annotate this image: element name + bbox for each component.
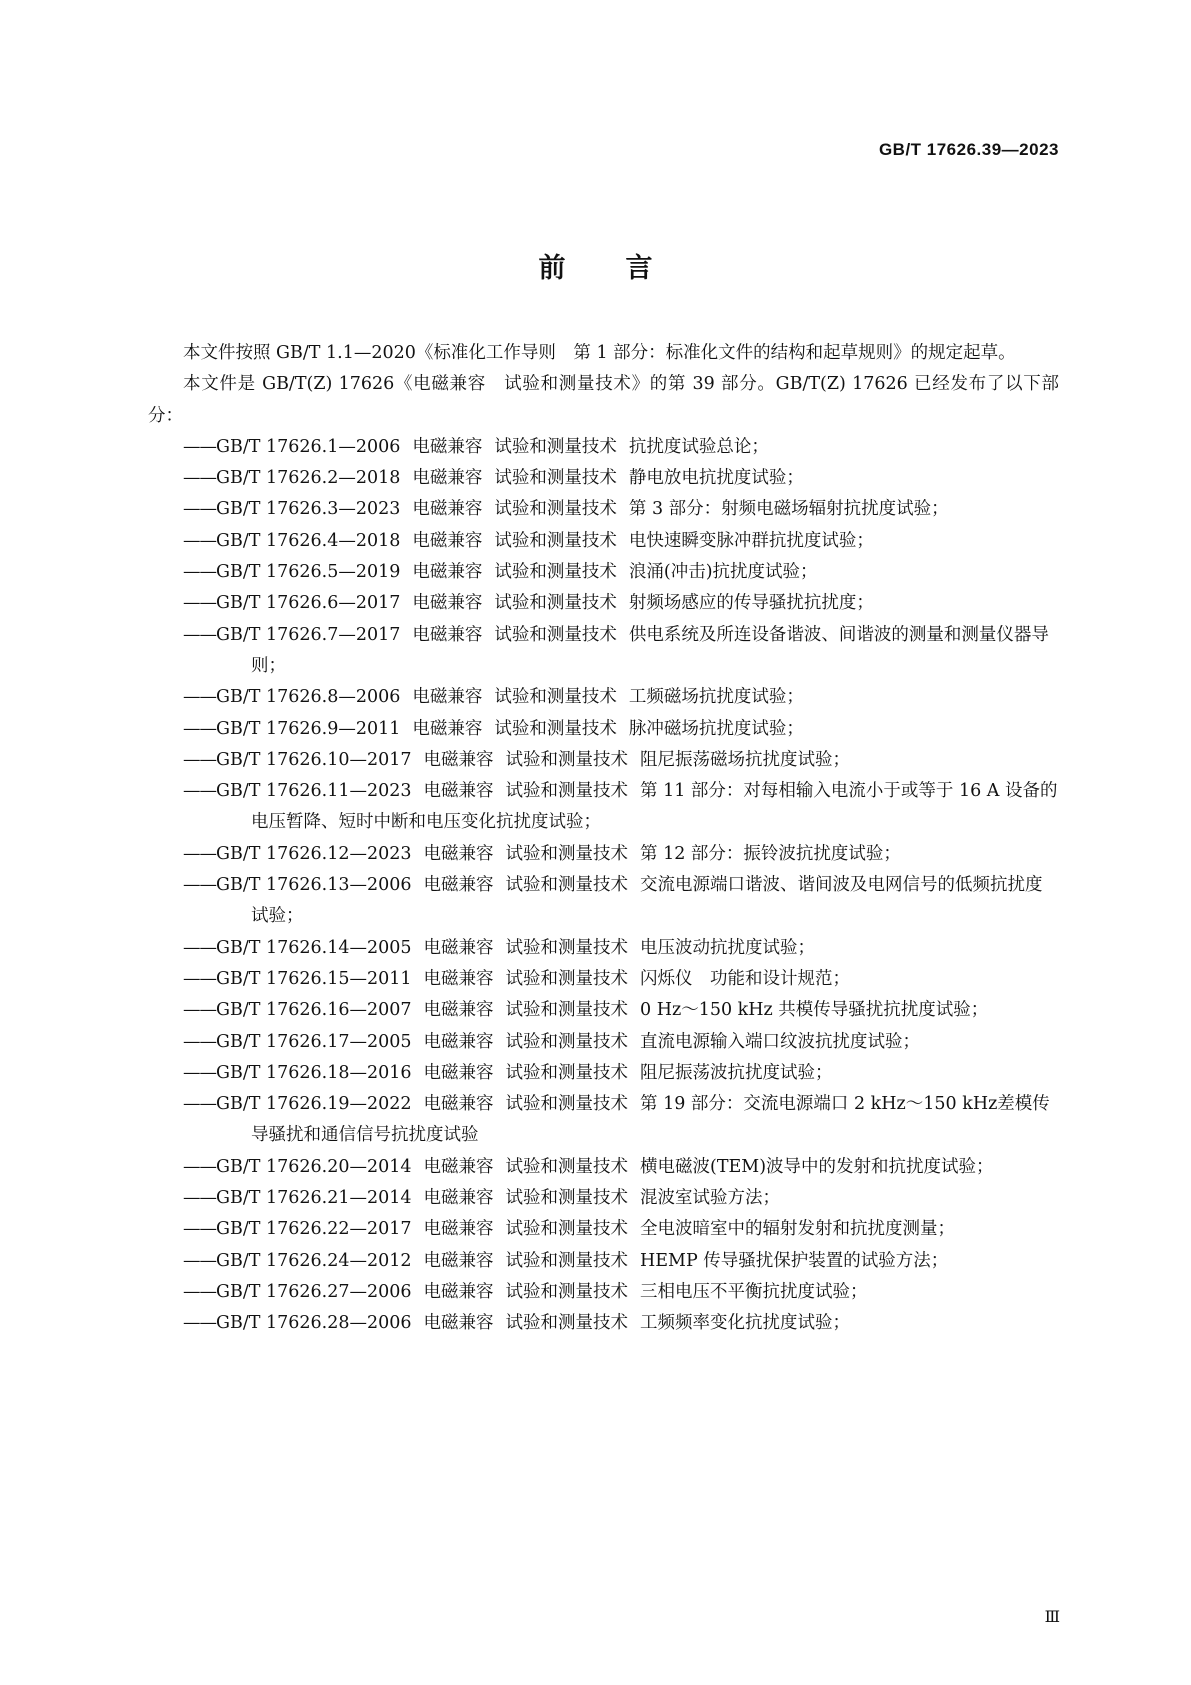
standard-number: GB/T 17626.15—2011 — [216, 968, 412, 989]
subseries-name: 试验和测量技术 — [505, 1094, 629, 1115]
series-name: 电磁兼容 — [412, 687, 483, 708]
subseries-name: 试验和测量技术 — [494, 718, 617, 739]
standard-number: GB/T 17626.18—2016 — [216, 1062, 412, 1083]
list-dash: —— — [183, 1094, 216, 1115]
subseries-name: 试验和测量技术 — [505, 1000, 629, 1021]
subseries-name: 试验和测量技术 — [494, 468, 617, 489]
part-list-item — [183, 1277, 1059, 1308]
part-title: 抗扰度试验总论； — [628, 436, 769, 457]
subseries-name: 试验和测量技术 — [505, 781, 629, 802]
part-title: 阻尼振荡磁场抗扰度试验； — [640, 749, 851, 770]
series-name: 电磁兼容 — [423, 937, 494, 958]
part-list-item — [183, 1058, 1059, 1089]
part-list-item — [183, 1183, 1059, 1214]
standard-number: GB/T 17626.6—2017 — [216, 593, 401, 614]
series-name: 电磁兼容 — [412, 624, 483, 645]
standard-number: GB/T 17626.14—2005 — [216, 937, 412, 958]
list-dash: —— — [183, 1219, 216, 1240]
series-name: 电磁兼容 — [423, 1062, 494, 1083]
list-dash: —— — [183, 937, 216, 958]
part-title: 射频场感应的传导骚扰抗扰度； — [628, 593, 874, 614]
list-dash: —— — [183, 499, 216, 520]
part-list-item — [183, 714, 1059, 745]
part-title: 第 3 部分：射频电磁场辐射抗扰度试验； — [628, 499, 949, 520]
intro-paragraph: 本文件按照 GB/T 1.1—2020《标准化工作导则 第 1 部分：标准化文件的结构和起草规则》的规定起草。 — [183, 343, 1016, 363]
standard-number: GB/T 17626.10—2017 — [216, 749, 412, 770]
standard-number: GB/T 17626.2—2018 — [216, 468, 401, 489]
series-name: 电磁兼容 — [423, 968, 494, 989]
part-list-item — [183, 682, 1059, 713]
subseries-name: 试验和测量技术 — [494, 530, 617, 551]
standard-number: GB/T 17626.8—2006 — [216, 687, 401, 708]
standard-number: GB/T 17626.27—2006 — [216, 1281, 412, 1302]
document-code: GB/T 17626.39—2023 — [878, 140, 1059, 159]
subseries-name: 试验和测量技术 — [505, 1281, 629, 1302]
series-name: 电磁兼容 — [423, 1094, 494, 1115]
part-list-item — [183, 620, 1059, 683]
subseries-name: 试验和测量技术 — [494, 436, 617, 457]
list-dash: —— — [183, 436, 216, 457]
part-list-item — [183, 745, 1059, 776]
subseries-name: 试验和测量技术 — [505, 1031, 629, 1052]
standard-number: GB/T 17626.13—2006 — [216, 875, 412, 896]
list-dash: —— — [183, 1188, 216, 1209]
part-list-item — [183, 432, 1059, 463]
standard-number: GB/T 17626.11—2023 — [216, 781, 412, 802]
list-dash: —— — [183, 1031, 216, 1052]
standard-number: GB/T 17626.28—2006 — [216, 1313, 412, 1334]
standard-number: GB/T 17626.9—2011 — [216, 718, 401, 739]
part-list-item — [183, 1246, 1059, 1277]
list-dash: —— — [183, 781, 216, 802]
part-title: 静电放电抗扰度试验； — [628, 468, 804, 489]
series-name: 电磁兼容 — [423, 1156, 494, 1177]
part-title: 第 11 部分：对每相输入电流小于或等于 16 A 设备的电压暂降、短时中断和电压变化抗扰度试验； — [251, 781, 1058, 833]
subseries-name: 试验和测量技术 — [494, 562, 617, 583]
subseries-name: 试验和测量技术 — [505, 968, 629, 989]
standard-number: GB/T 17626.19—2022 — [216, 1094, 412, 1115]
list-dash: —— — [183, 968, 216, 989]
part-title: 供电系统及所连设备谐波、间谐波的测量和测量仪器导则； — [251, 624, 1049, 676]
standard-number: GB/T 17626.5—2019 — [216, 562, 401, 583]
parts-list — [148, 432, 1059, 1340]
part-title: 直流电源输入端口纹波抗扰度试验； — [640, 1031, 921, 1052]
standard-number: GB/T 17626.4—2018 — [216, 530, 401, 551]
series-name: 电磁兼容 — [412, 499, 483, 520]
list-dash: —— — [183, 562, 216, 583]
part-title: 闪烁仪 功能和设计规范； — [640, 968, 851, 989]
part-list-item — [183, 557, 1059, 588]
part-list-item — [183, 588, 1059, 619]
part-title: 0 Hz～150 kHz 共模传导骚扰抗扰度试验； — [640, 1000, 989, 1021]
series-name: 电磁兼容 — [412, 436, 483, 457]
foreword-body — [148, 338, 1059, 1340]
part-list-item — [183, 463, 1059, 494]
subseries-name: 试验和测量技术 — [505, 843, 629, 864]
part-list-item — [183, 1214, 1059, 1245]
standard-number: GB/T 17626.7—2017 — [216, 624, 401, 645]
part-list-item — [183, 1152, 1059, 1183]
series-name: 电磁兼容 — [412, 530, 483, 551]
list-dash: —— — [183, 1250, 216, 1271]
series-name: 电磁兼容 — [412, 468, 483, 489]
standard-number: GB/T 17626.17—2005 — [216, 1031, 412, 1052]
subseries-name: 试验和测量技术 — [494, 624, 617, 645]
list-dash: —— — [183, 749, 216, 770]
part-title: 工频磁场抗扰度试验； — [628, 687, 804, 708]
part-list-item — [183, 964, 1059, 995]
standard-number: GB/T 17626.24—2012 — [216, 1250, 412, 1271]
part-title: 第 12 部分：振铃波抗扰度试验； — [640, 843, 901, 864]
subseries-name: 试验和测量技术 — [505, 1062, 629, 1083]
subseries-name: 试验和测量技术 — [505, 1219, 629, 1240]
list-dash: —— — [183, 468, 216, 489]
list-dash: —— — [183, 875, 216, 896]
part-title: 混波室试验方法； — [640, 1188, 781, 1209]
series-name: 电磁兼容 — [412, 718, 483, 739]
parts-paragraph: 本文件是 GB/T(Z) 17626《电磁兼容 试验和测量技术》的第 39 部分。GB/T(Z) 17626 已经发布了以下部分： — [148, 374, 1059, 426]
subseries-name: 试验和测量技术 — [505, 875, 629, 896]
list-dash: —— — [183, 718, 216, 739]
part-title: 工频频率变化抗扰度试验； — [640, 1313, 851, 1334]
series-name: 电磁兼容 — [423, 875, 494, 896]
subseries-name: 试验和测量技术 — [505, 937, 629, 958]
page-number: Ⅲ — [1044, 1607, 1060, 1626]
part-title: 交流电源端口谐波、谐间波及电网信号的低频抗扰度试验； — [251, 875, 1043, 927]
series-name: 电磁兼容 — [423, 1000, 494, 1021]
series-name: 电磁兼容 — [423, 1219, 494, 1240]
list-dash: —— — [183, 530, 216, 551]
series-name: 电磁兼容 — [423, 1031, 494, 1052]
part-title: HEMP 传导骚扰保护装置的试验方法； — [640, 1250, 949, 1271]
part-title: 电压波动抗扰度试验； — [640, 937, 816, 958]
list-dash: —— — [183, 843, 216, 864]
subseries-name: 试验和测量技术 — [494, 499, 617, 520]
part-title: 电快速瞬变脉冲群抗扰度试验； — [628, 530, 874, 551]
part-list-item — [183, 933, 1059, 964]
standard-number: GB/T 17626.1—2006 — [216, 436, 401, 457]
part-title: 脉冲磁场抗扰度试验； — [628, 718, 804, 739]
part-list-item — [183, 1027, 1059, 1058]
part-title: 三相电压不平衡抗扰度试验； — [640, 1281, 868, 1302]
series-name: 电磁兼容 — [423, 781, 494, 802]
subseries-name: 试验和测量技术 — [505, 1313, 629, 1334]
part-title: 浪涌(冲击)抗扰度试验； — [628, 562, 818, 583]
standard-number: GB/T 17626.12—2023 — [216, 843, 412, 864]
standard-number: GB/T 17626.22—2017 — [216, 1219, 412, 1240]
list-dash: —— — [183, 593, 216, 614]
series-name: 电磁兼容 — [423, 1188, 494, 1209]
part-title: 全电波暗室中的辐射发射和抗扰度测量； — [640, 1219, 956, 1240]
part-title: 阻尼振荡波抗扰度试验； — [640, 1062, 833, 1083]
part-list-item — [183, 839, 1059, 870]
subseries-name: 试验和测量技术 — [505, 1188, 629, 1209]
part-list-item — [183, 776, 1059, 839]
list-dash: —— — [183, 1062, 216, 1083]
part-list-item — [183, 526, 1059, 557]
list-dash: —— — [183, 1000, 216, 1021]
subseries-name: 试验和测量技术 — [505, 1250, 629, 1271]
part-title: 第 19 部分：交流电源端口 2 kHz～150 kHz差模传导骚扰和通信信号抗扰度试验 — [251, 1094, 1050, 1146]
list-dash: —— — [183, 1281, 216, 1302]
standard-number: GB/T 17626.3—2023 — [216, 499, 401, 520]
series-name: 电磁兼容 — [423, 843, 494, 864]
series-name: 电磁兼容 — [412, 593, 483, 614]
part-list-item — [183, 870, 1059, 933]
series-name: 电磁兼容 — [412, 562, 483, 583]
part-list-item — [183, 995, 1059, 1026]
page-title: 前言 — [538, 253, 713, 284]
subseries-name: 试验和测量技术 — [494, 593, 617, 614]
standard-number: GB/T 17626.16—2007 — [216, 1000, 412, 1021]
list-dash: —— — [183, 1156, 216, 1177]
subseries-name: 试验和测量技术 — [505, 749, 629, 770]
series-name: 电磁兼容 — [423, 1281, 494, 1302]
subseries-name: 试验和测量技术 — [494, 687, 617, 708]
series-name: 电磁兼容 — [423, 1250, 494, 1271]
series-name: 电磁兼容 — [423, 749, 494, 770]
part-list-item — [183, 1089, 1059, 1152]
standard-number: GB/T 17626.21—2014 — [216, 1188, 412, 1209]
series-name: 电磁兼容 — [423, 1313, 494, 1334]
list-dash: —— — [183, 687, 216, 708]
list-dash: —— — [183, 624, 216, 645]
part-list-item — [183, 1308, 1059, 1339]
standard-number: GB/T 17626.20—2014 — [216, 1156, 412, 1177]
part-list-item — [183, 494, 1059, 525]
subseries-name: 试验和测量技术 — [505, 1156, 629, 1177]
part-title: 横电磁波(TEM)波导中的发射和抗扰度试验； — [640, 1156, 994, 1177]
list-dash: —— — [183, 1313, 216, 1334]
